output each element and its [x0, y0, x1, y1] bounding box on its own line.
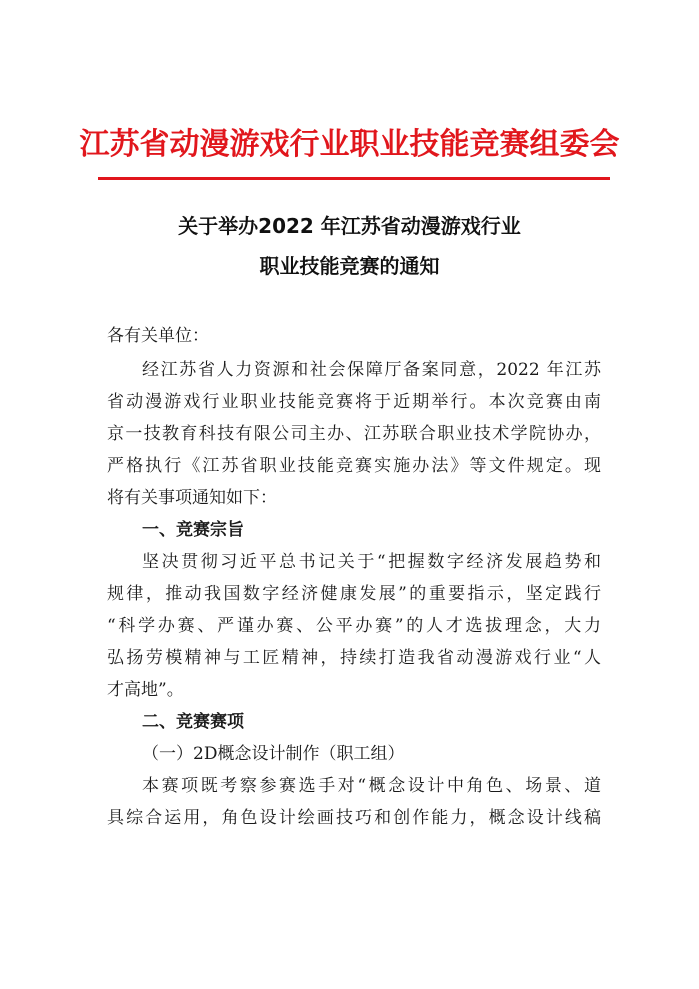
paragraph-line: 规律，推动我国数字经济健康发展”的重要指示，坚定践行: [107, 584, 601, 604]
salutation: 各有关单位：: [107, 326, 209, 346]
red-divider-line: [98, 177, 610, 180]
paragraph-line: 京一技教育科技有限公司主办、江苏联合职业技术学院协办，: [107, 424, 601, 444]
paragraph-line: 坚决贯彻习近平总书记关于“把握数字经济发展趋势和: [142, 552, 601, 572]
paragraph-line: “科学办赛、严谨办赛、公平办赛”的人才选拔理念，大力: [107, 616, 601, 636]
document-title-line-2: 职业技能竞赛的通知: [259, 254, 440, 278]
section-heading: 一、竞赛宗旨: [142, 520, 244, 540]
section-heading: 二、竞赛赛项: [142, 712, 244, 732]
organization-header: 江苏省动漫游戏行业职业技能竞赛组委会: [79, 127, 620, 162]
paragraph-line: 严格执行《江苏省职业技能竞赛实施办法》等文件规定。现: [107, 456, 601, 476]
paragraph-line: 本赛项既考察参赛选手对“概念设计中角色、场景、道: [142, 776, 601, 796]
document-body: [107, 320, 601, 834]
paragraph-line: 将有关事项通知如下：: [107, 488, 277, 508]
paragraph-line: 具综合运用，角色设计绘画技巧和创作能力，概念设计线稿: [107, 808, 601, 828]
document-title-line-1: 关于举办2022 年江苏省动漫游戏行业: [178, 214, 521, 238]
paragraph-line: 才高地”。: [107, 680, 184, 700]
paragraph-line: 经江苏省人力资源和社会保障厅备案同意，2022 年江苏: [142, 360, 601, 380]
paragraph-line: 弘扬劳模精神与工匠精神，持续打造我省动漫游戏行业“人: [107, 648, 601, 668]
subsection-heading: （一）2D概念设计制作（职工组）: [142, 744, 405, 764]
paragraph-line: 省动漫游戏行业职业技能竞赛将于近期举行。本次竞赛由南: [107, 392, 601, 412]
